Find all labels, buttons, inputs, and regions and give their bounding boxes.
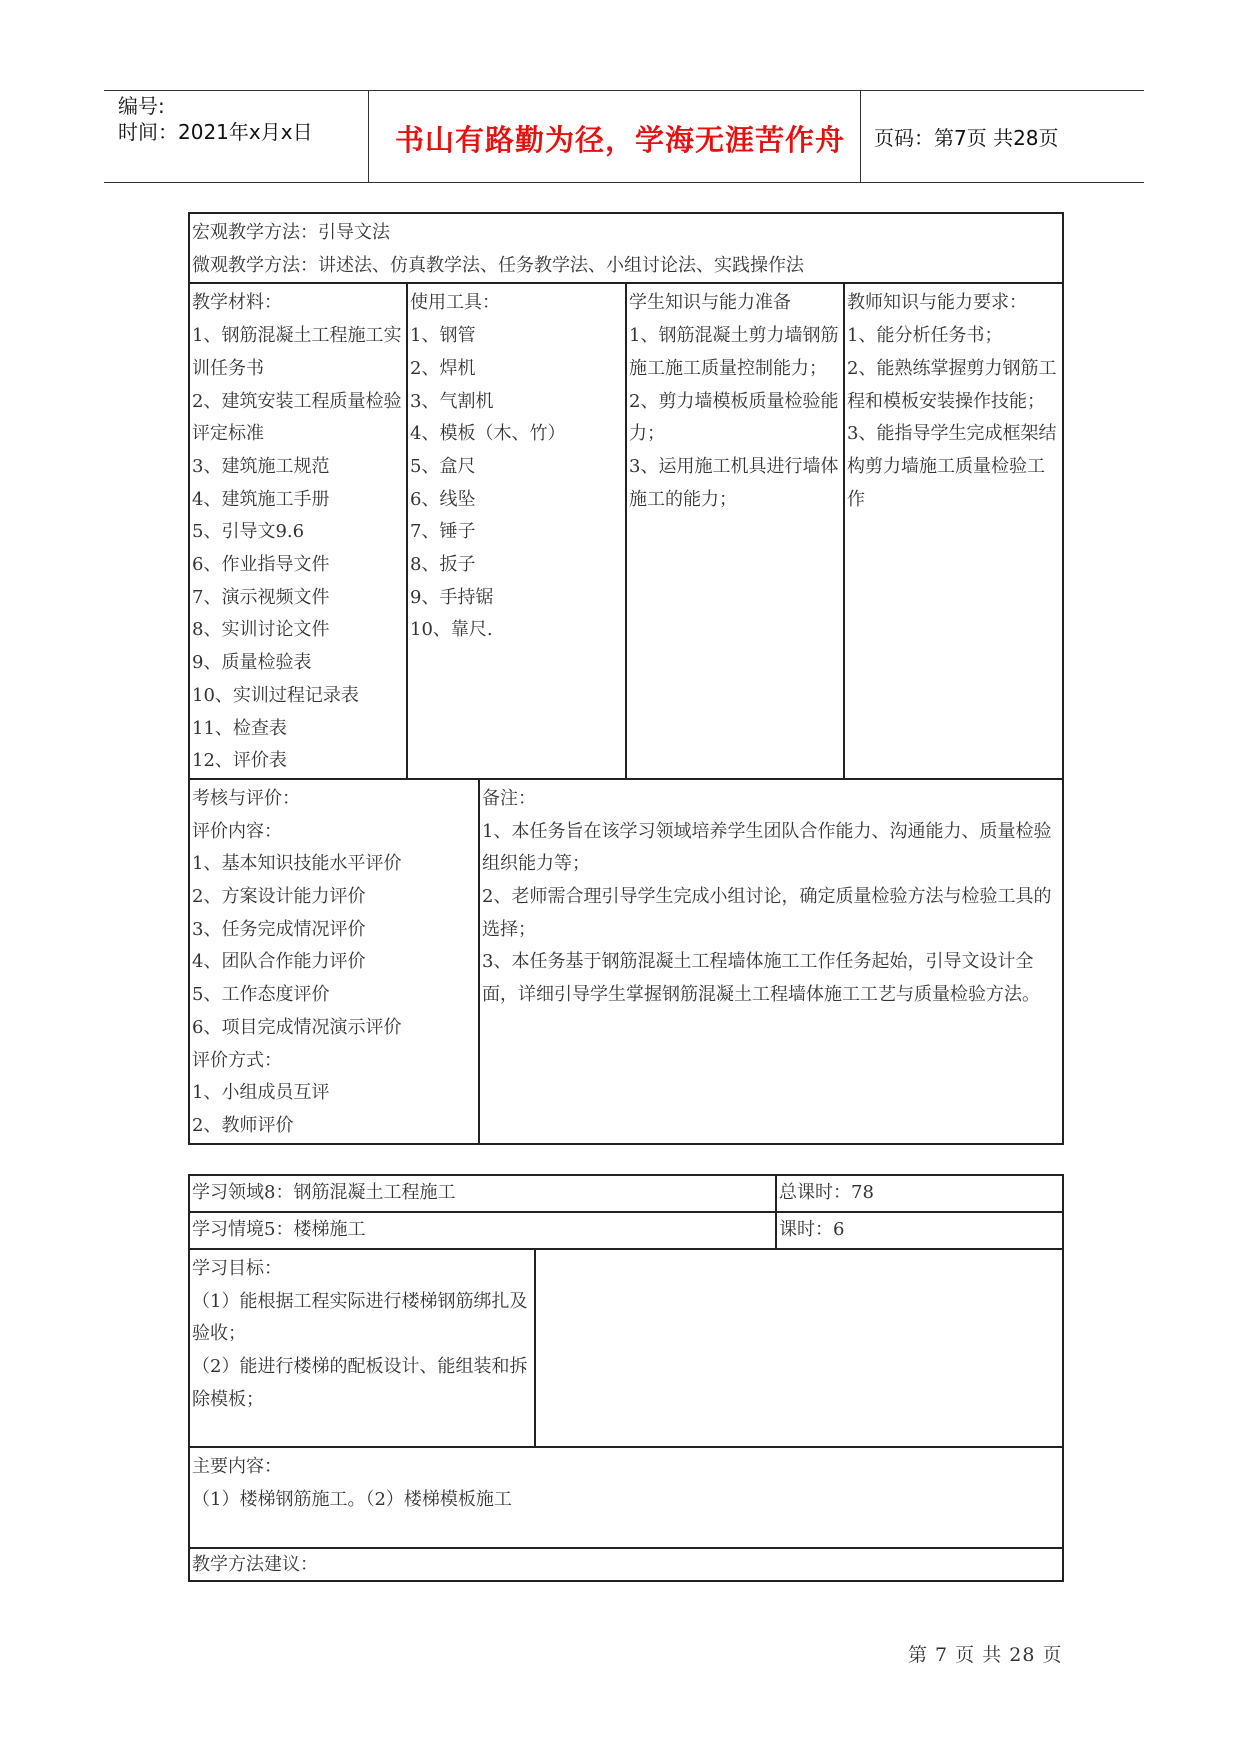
teacher-requirements-title: 教师知识与能力要求： bbox=[847, 292, 1027, 314]
assessment-item: 6、项目完成情况演示评价 bbox=[192, 1016, 402, 1038]
teacher-requirement-item: 3、能指导学生完成框架结构剪力墙施工质量检验工作 bbox=[847, 423, 1057, 510]
material-item: 12、评价表 bbox=[192, 750, 287, 772]
material-item: 1、钢筋混凝土工程施工实训任务书 bbox=[192, 325, 402, 379]
assessment-method-item: 1、小组成员互评 bbox=[192, 1082, 330, 1104]
learning-objectives-cell bbox=[189, 1249, 535, 1447]
teaching-materials-cell bbox=[189, 283, 407, 779]
assessment-item: 2、方案设计能力评价 bbox=[192, 886, 366, 908]
teaching-methods-cell bbox=[189, 213, 1063, 283]
tool-item: 4、模板（木、竹） bbox=[410, 423, 566, 445]
tools-cell bbox=[407, 283, 626, 779]
learning-field-cell bbox=[189, 1175, 776, 1212]
assessment-cell bbox=[189, 779, 479, 1144]
material-item: 7、演示视频文件 bbox=[192, 586, 330, 608]
student-preparation-item: 1、钢筋混凝土剪力墙钢筋施工施工质量控制能力； bbox=[629, 325, 839, 379]
student-preparation-item: 3、运用施工机具进行墙体施工的能力； bbox=[629, 455, 839, 510]
objectives-blank-cell bbox=[535, 1249, 1063, 1447]
micro-teaching-method: 微观教学方法：讲述法、仿真教学法、任务教学法、小组讨论法、实践操作法 bbox=[192, 254, 804, 276]
method-suggestion: 教学方法建议： bbox=[192, 1554, 318, 1575]
teaching-plan-table bbox=[188, 212, 1064, 1145]
tool-item: 8、扳子 bbox=[410, 554, 476, 576]
learning-objectives-title: 学习目标： bbox=[192, 1258, 282, 1279]
header-page-code: 页码：第7页 共28页 bbox=[874, 126, 1059, 150]
header-divider-left bbox=[368, 90, 369, 183]
header-top-rule bbox=[104, 90, 1144, 91]
note-item: 3、本任务基于钢筋混凝土工程墙体施工工作任务起始，引导文设计全面，详细引导学生掌握钢筋混凝土工程墙体施工工艺与质量检验方法。 bbox=[482, 951, 1040, 1006]
method-suggestion-cell bbox=[189, 1548, 1063, 1581]
total-hours-cell bbox=[776, 1175, 1063, 1212]
tool-item: 9、手持锯 bbox=[410, 586, 494, 608]
total-hours: 总课时：78 bbox=[779, 1182, 874, 1203]
document-time-label: 时间：2021年x月x日 bbox=[118, 120, 313, 144]
tool-item: 10、靠尺. bbox=[410, 619, 493, 641]
learning-field: 学习领域8：钢筋混凝土工程施工 bbox=[192, 1182, 456, 1203]
tool-item: 7、锤子 bbox=[410, 521, 476, 543]
material-item: 6、作业指导文件 bbox=[192, 554, 330, 576]
note-item: 1、本任务旨在该学习领域培养学生团队合作能力、沟通能力、质量检验组织能力等； bbox=[482, 820, 1052, 875]
learning-situation: 学习情境5：楼梯施工 bbox=[192, 1219, 366, 1240]
main-content-text: （1）楼梯钢筋施工。（2）楼梯模板施工 bbox=[192, 1488, 512, 1510]
hours-cell bbox=[776, 1212, 1063, 1249]
assessment-content-title: 评价内容： bbox=[192, 820, 282, 842]
header-divider-right bbox=[860, 90, 861, 183]
assessment-method-title: 评价方式： bbox=[192, 1049, 282, 1071]
class-hours: 课时：6 bbox=[779, 1219, 845, 1240]
learning-situation-cell bbox=[189, 1212, 776, 1249]
document-number-label: 编号: bbox=[118, 94, 165, 118]
teacher-requirement-item: 1、能分析任务书； bbox=[847, 325, 1003, 347]
main-content-title: 主要内容： bbox=[192, 1456, 282, 1477]
tool-item: 2、焊机 bbox=[410, 357, 476, 379]
assessment-item: 3、任务完成情况评价 bbox=[192, 918, 366, 940]
material-item: 3、建筑施工规范 bbox=[192, 455, 330, 477]
tools-title: 使用工具： bbox=[410, 292, 500, 314]
learning-objective-item: （1）能根据工程实际进行楼梯钢筋绑扎及验收； bbox=[192, 1290, 528, 1345]
tool-item: 3、气割机 bbox=[410, 390, 494, 412]
material-item: 11、检查表 bbox=[192, 717, 287, 739]
material-item: 8、实训讨论文件 bbox=[192, 619, 330, 641]
student-preparation-title: 学生知识与能力准备 bbox=[629, 292, 791, 314]
main-content-cell bbox=[189, 1447, 1063, 1548]
material-item: 4、建筑施工手册 bbox=[192, 488, 330, 510]
note-item: 2、老师需合理引导学生完成小组讨论，确定质量检验方法与检验工具的选择； bbox=[482, 886, 1052, 940]
assessment-title: 考核与评价： bbox=[192, 787, 300, 809]
assessment-method-item: 2、教师评价 bbox=[192, 1114, 294, 1136]
student-preparation-cell bbox=[626, 283, 844, 779]
student-preparation-item: 2、剪力墙模板质量检验能力； bbox=[629, 390, 839, 445]
learning-objective-item: （2）能进行楼梯的配板设计、能组装和拆除模板； bbox=[192, 1356, 528, 1410]
teaching-materials-title: 教学材料： bbox=[192, 292, 282, 314]
notes-cell bbox=[479, 779, 1063, 1144]
material-item: 2、建筑安装工程质量检验评定标准 bbox=[192, 390, 402, 445]
material-item: 9、质量检验表 bbox=[192, 652, 312, 674]
assessment-item: 5、工作态度评价 bbox=[192, 984, 330, 1006]
assessment-item: 1、基本知识技能水平评价 bbox=[192, 853, 402, 875]
teacher-requirements-cell bbox=[844, 283, 1063, 779]
tool-item: 5、盒尺 bbox=[410, 455, 476, 477]
learning-situation-table bbox=[188, 1174, 1064, 1582]
tool-item: 6、线坠 bbox=[410, 488, 476, 510]
tool-item: 1、钢管 bbox=[410, 325, 476, 347]
teacher-requirement-item: 2、能熟练掌握剪力钢筋工程和模板安装操作技能； bbox=[847, 357, 1057, 412]
notes-title: 备注： bbox=[482, 787, 536, 809]
material-item: 5、引导文9.6 bbox=[192, 521, 305, 543]
page-footer: 第 7 页 共 28 页 bbox=[908, 1644, 1063, 1666]
material-item: 10、实训过程记录表 bbox=[192, 684, 359, 706]
header-bottom-rule bbox=[104, 182, 1144, 183]
header-motto: 书山有路勤为径，学海无涯苦作舟 bbox=[395, 123, 846, 157]
assessment-item: 4、团队合作能力评价 bbox=[192, 951, 366, 973]
macro-teaching-method: 宏观教学方法：引导文法 bbox=[192, 222, 390, 243]
